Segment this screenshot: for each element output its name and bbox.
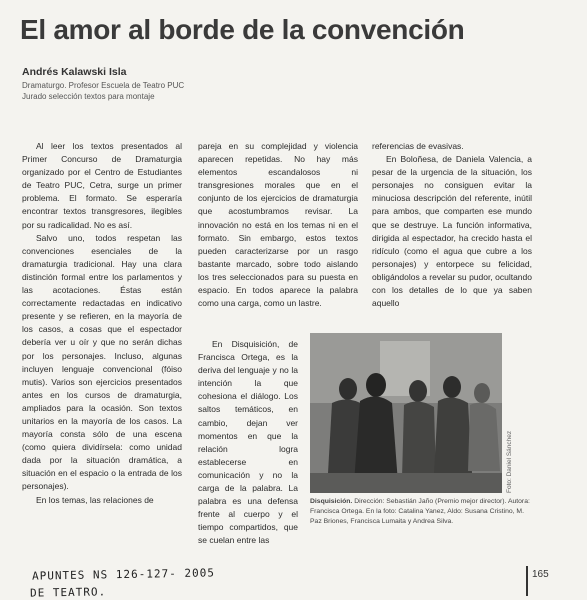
paragraph: Salvo uno, todos respetan las convenciones esenciales de la dramaturgia tradicional. Hay una clara distinción formal entre los parlamentos y las acotaciones. Éstas están correctamente redactadas en indicativo presente y se refieren, en la mayoría de los casos, a cosas que el espectador debería ver u oír y que no serán dichas por los personajes. Incluso, algunas incluyen lenguaje convencional (fóiso mutis). Varios son ejercicios presentados antes en los cursos de dramaturgia, ampliados para la ocasión. Son textos unitarios en la mayoría de los casos. La mayoría consta sólo de una escena (como quiera dividírsela: como unidad dada por la situación dramática, a situación en el espacio o la entrada de los personajes).	[22, 232, 182, 492]
photo-caption	[310, 497, 530, 527]
text-column-2	[198, 140, 358, 310]
photo-credit: Foto: Daniel Sánchez	[506, 430, 513, 493]
page-number: 165	[532, 569, 549, 580]
handwritten-note-line1: APUNTES NS 126-127- 2005	[31, 566, 216, 583]
caption-text: Dirección: Sebastián Jaño (Premio mejor director). Autora: Francisca Ortega. En la foto: Catalina Yanez, Aldo: Susana Cristino, M. Paz Briones, Francisca Lumaita y Andrea Silva.	[310, 498, 530, 525]
paragraph: En Boloñesa, de Daniela Valencia, a pesar de la urgencia de la situación, los personajes no consiguen evitar la minuciosa descripción del referente, inútil para ambos, que comparten ese mundo que se destruye. La función informativa, dirigida al espectador, ha crecido hasta el ridículo (como el agua que cubre a los personajes) y entorpece su felicidad, obligándolos a revelar su pudor, ocultando con los detalles de lo que ya saben aquello	[372, 154, 532, 309]
paragraph: Al leer los textos presentados al Primer Concurso de Dramaturgia organizado por el Centro de Estudiantes de Teatro PUC, Cetra, surge un primer problema. El formato. Se esperaría encontrar textos transgresores, ilegibles por su radicalidad. No es así.	[22, 141, 182, 230]
handwritten-note-line2: DE TEATRO.	[29, 585, 107, 600]
text-column-1	[22, 140, 182, 507]
paragraph: En los temas, las relaciones de	[36, 494, 154, 505]
photo-image	[310, 333, 502, 493]
caption-title: Disquisición.	[310, 498, 353, 505]
paragraph: referencias de evasivas.	[372, 141, 464, 151]
text-column-2-bottom	[198, 338, 298, 548]
author-role-line2: Jurado selección textos para montaje	[22, 92, 155, 101]
author-role-line1: Dramaturgo. Profesor Escuela de Teatro PUC	[22, 81, 185, 90]
text-column-3	[372, 140, 532, 310]
paragraph: pareja en su complejidad y violencia aparecen repetidas. No hay más elementos escandalosos ni transgresiones morales que en el conjunto de los ejercicios de dramaturgia que acostumbramos revisar. La innovación no está en los temas ni en el formato. Sin embargo, estos textos pueden caracterizarse por un rasgo bastante marcado, sobre todo aislando los tres seleccionados para su puesta en espacio. En todos aparece la palabra como una carga, como un lastre.	[198, 141, 358, 309]
production-photo	[310, 333, 502, 493]
article-author: Andrés Kalawski Isla	[22, 66, 127, 78]
paragraph: En Disquisición, de Francisca Ortega, es la deriva del lenguaje y no la intención la que cohesiona el diálogo. Los saltos temáticos, en cambio, dejan ver momentos en que la relación logra establecerse en comunicación y no la carga de la palabra. La palabra es una defensa frente al cuerpo y el tiempo compartidos, que se cuelan entre las	[198, 339, 298, 546]
page-number-rule	[526, 566, 528, 596]
article-title: El amor al borde de la convención	[20, 14, 465, 45]
